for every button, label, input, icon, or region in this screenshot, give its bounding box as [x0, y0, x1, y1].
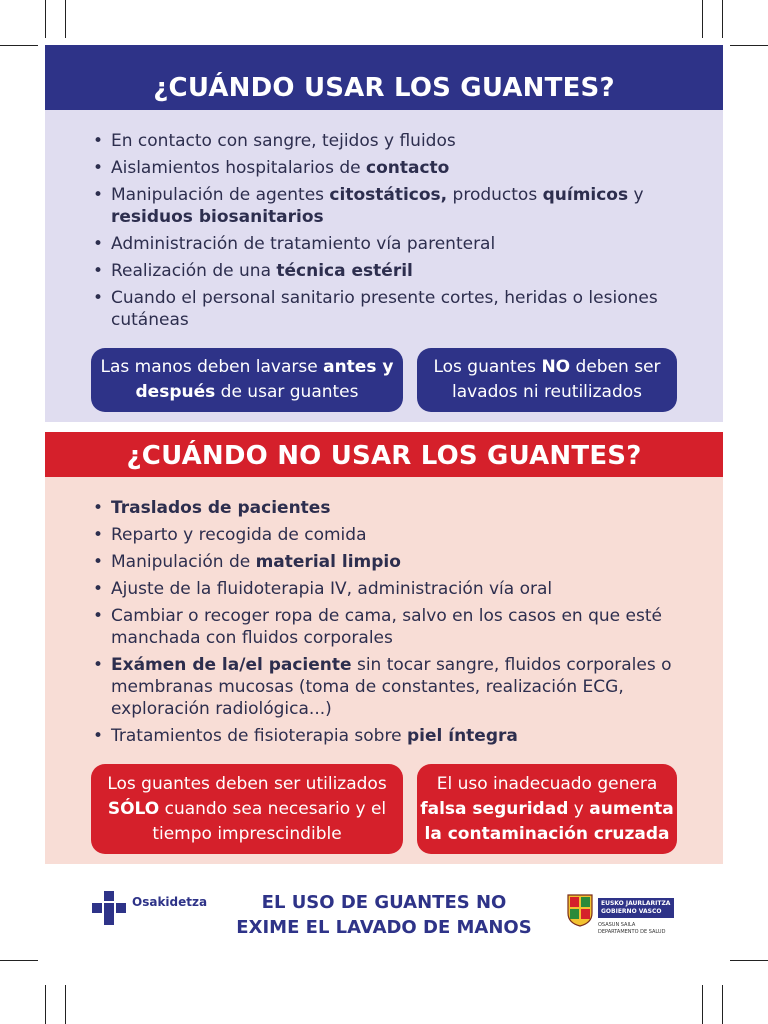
- health-department-label: [598, 922, 665, 936]
- crop-mark: [702, 0, 703, 38]
- osakidetza-label: Osakidetza: [132, 895, 208, 909]
- text: Aislamientos hospitalarios de: [111, 158, 366, 178]
- bold-text: antes y después: [135, 357, 394, 402]
- list-item: [93, 233, 703, 255]
- when-not-use-panel: [45, 477, 723, 864]
- dept-line-1: OSASUN SAILA: [598, 922, 636, 928]
- text: Reparto y recogida de comida: [111, 525, 367, 545]
- text: Tratamientos de fisioterapia sobre: [111, 726, 407, 746]
- text: Las manos deben lavarse: [100, 357, 324, 377]
- crop-mark: [730, 45, 768, 46]
- basque-government-shield-icon: [566, 893, 594, 927]
- text: Los guantes: [433, 357, 542, 377]
- crop-mark: [45, 0, 46, 38]
- text: Manipulación de: [111, 552, 256, 572]
- when-use-list: [93, 130, 703, 336]
- crop-mark: [0, 45, 38, 46]
- text: Cuando el personal sanitario presente cortes, heridas o lesiones cutáneas: [111, 288, 658, 330]
- text: cuando sea necesario y el tiempo imprescindible: [152, 798, 387, 844]
- list-item: [93, 725, 703, 747]
- crop-mark: [0, 960, 38, 961]
- list-item: [93, 130, 703, 152]
- bold-text: NO: [541, 357, 571, 377]
- text: Realización de una: [111, 261, 277, 281]
- footer-message-line-2: EXIME EL LAVADO DE MANOS: [236, 917, 532, 938]
- footer-message-line-1: EL USO DE GUANTES NO: [261, 892, 507, 913]
- bold-text: piel íntegra: [406, 726, 518, 746]
- text: sin tocar sangre, fluidos corporales o membranas mucosas (toma de constantes, realización ECG, exploración radiológica...): [111, 655, 672, 719]
- note-text: [91, 772, 403, 847]
- text: de usar guantes: [215, 382, 359, 402]
- bold-text: material limpio: [255, 552, 401, 572]
- crop-mark: [45, 985, 46, 1024]
- crop-mark: [722, 985, 723, 1024]
- text: y: [568, 798, 590, 819]
- list-item: [93, 578, 703, 600]
- bold-text: contacto: [366, 158, 450, 178]
- text: El uso inadecuado genera: [436, 773, 658, 794]
- list-item: [93, 157, 703, 179]
- no-reuse-note: [417, 348, 677, 412]
- bold-text: residuos biosanitarios: [111, 207, 324, 227]
- text: Manipulación de agentes: [111, 185, 330, 205]
- list-item: [93, 605, 703, 649]
- bold-text: citostáticos,: [329, 185, 448, 205]
- bold-text: aumenta la contaminación cruzada: [424, 798, 674, 844]
- basque-government-label: [598, 898, 674, 918]
- text: En contacto con sangre, tejidos y fluidos: [111, 131, 456, 151]
- bold-text: Exámen de la/el paciente: [111, 655, 352, 675]
- list-item: [93, 497, 703, 519]
- bold-text: SÓLO: [107, 798, 160, 819]
- text: Los guantes deben ser utilizados: [107, 773, 387, 794]
- text: deben ser lavados ni reutilizados: [451, 357, 661, 402]
- list-item: [93, 287, 703, 331]
- text: productos: [447, 185, 543, 205]
- dept-line-2: DEPARTAMENTO DE SALUD: [598, 929, 666, 935]
- gov-line-1: EUSKO JAURLARITZA: [601, 900, 671, 907]
- when-use-panel: [45, 110, 723, 422]
- gov-line-2: GOBIERNO VASCO: [601, 908, 662, 915]
- footer-message: [214, 890, 554, 940]
- hand-wash-note: [91, 348, 403, 412]
- crop-mark: [65, 985, 66, 1024]
- only-when-necessary-note: [91, 764, 403, 854]
- text: Cambiar o recoger ropa de cama, salvo en los casos en que esté manchada con fluidos corporales: [111, 606, 662, 648]
- list-item: [93, 551, 703, 573]
- crop-mark: [730, 960, 768, 961]
- osakidetza-logo-icon: [92, 891, 126, 925]
- bold-text: falsa seguridad: [420, 798, 569, 819]
- false-security-note: [417, 764, 677, 854]
- list-item: [93, 654, 703, 720]
- when-not-use-list: [93, 497, 703, 752]
- when-not-use-title: ¿CUÁNDO NO USAR LOS GUANTES?: [45, 432, 723, 477]
- bold-text: técnica estéril: [276, 261, 413, 281]
- bold-text: químicos: [542, 185, 629, 205]
- text: Administración de tratamiento vía parenteral: [111, 234, 496, 254]
- note-text: [417, 772, 677, 847]
- crop-mark: [722, 0, 723, 38]
- text: y: [628, 185, 644, 205]
- when-use-title: ¿CUÁNDO USAR LOS GUANTES?: [45, 45, 723, 110]
- crop-mark: [65, 0, 66, 38]
- bold-text: Traslados de pacientes: [111, 498, 331, 518]
- crop-mark: [702, 985, 703, 1024]
- note-text: [417, 355, 677, 405]
- text: Ajuste de la fluidoterapia IV, administración vía oral: [111, 579, 553, 599]
- list-item: [93, 184, 703, 228]
- list-item: [93, 260, 703, 282]
- note-text: [91, 355, 403, 405]
- list-item: [93, 524, 703, 546]
